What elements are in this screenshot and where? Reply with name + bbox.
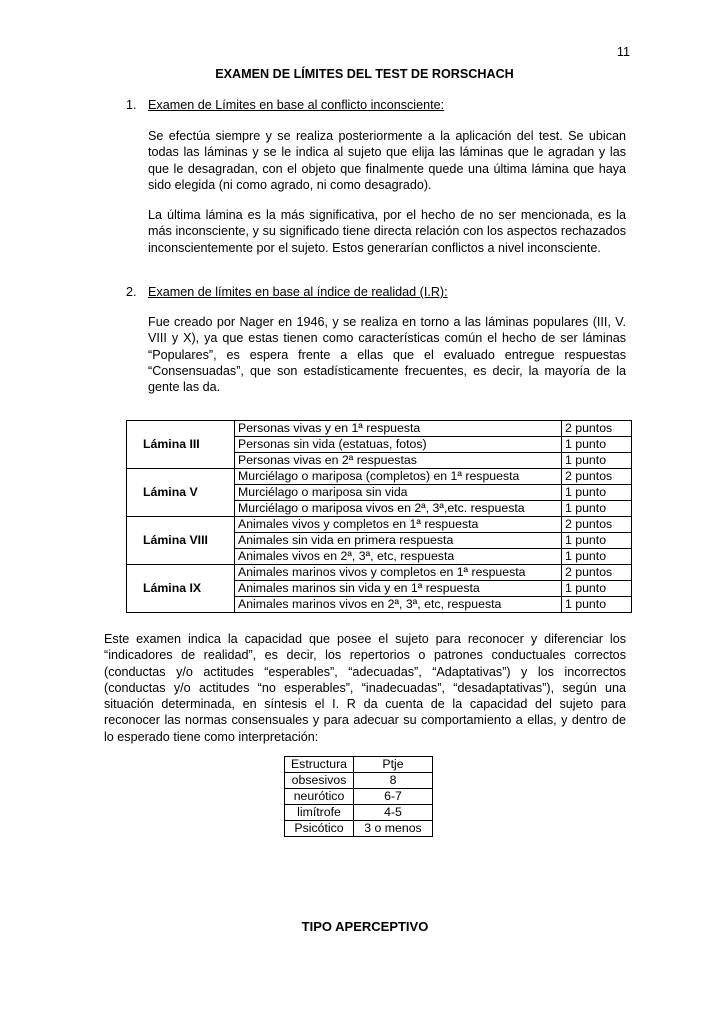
structure-cell: obsesivos	[285, 773, 354, 789]
section-1-number: 1.	[126, 98, 137, 112]
lamina-description: Animales marinos vivos y completos en 1ª respuesta	[235, 565, 562, 581]
page-title: EXAMEN DE LÍMITES DEL TEST DE RORSCHACH	[215, 67, 514, 81]
lamina-points: 2 puntos	[562, 565, 632, 581]
lamina-description: Animales sin vida en primera respuesta	[235, 533, 562, 549]
lamina-points: 2 puntos	[562, 517, 632, 533]
page-number: 11	[616, 45, 630, 59]
section-1-paragraph-2: La última lámina es la más significativa, por el hecho de no ser mencionada, es la más inconsciente, y su significado tiene directa relación con los aspectos rechazados inconscientemente por el sujeto. Estos generarían conflictos a nivel inconsciente.	[148, 208, 626, 255]
lamina-description: Murciélago o mariposa sin vida	[235, 485, 562, 501]
lamina-description: Animales marinos vivos en 2ª, 3ª, etc, respuesta	[235, 597, 562, 613]
table-row	[285, 789, 433, 805]
lamina-points: 2 puntos	[562, 421, 632, 437]
lamina-points: 1 punto	[562, 437, 632, 453]
score-cell: 8	[354, 773, 433, 789]
section-1-paragraph-1: Se efectúa siempre y se realiza posteriormente a la aplicación del test. Se ubican todas las láminas y se le indica al sujeto que elija las láminas que le agradan y las que le desagradan, con el objeto que finalmente quede una última lámina que haya sido elegida (ni como agrado, ni como desagrado).	[148, 129, 626, 192]
lamina-description: Personas sin vida (estatuas, fotos)	[235, 437, 562, 453]
lamina-points: 1 punto	[562, 501, 632, 517]
lamina-points: 1 punto	[562, 549, 632, 565]
lamina-name: Lámina III	[127, 421, 235, 469]
lamina-points: 1 punto	[562, 581, 632, 597]
score-cell: 6-7	[354, 789, 433, 805]
table-header-row	[285, 757, 433, 773]
score-table	[284, 756, 433, 837]
lamina-description: Murciélago o mariposa vivos en 2ª, 3ª,etc. respuesta	[235, 501, 562, 517]
lamina-description: Animales marinos sin vida y en 1ª respuesta	[235, 581, 562, 597]
lamina-points: 2 puntos	[562, 469, 632, 485]
lamina-name: Lámina VIII	[127, 517, 235, 565]
lamina-points: 1 punto	[562, 597, 632, 613]
table-row	[127, 517, 632, 533]
score-cell: 4-5	[354, 805, 433, 821]
lamina-name: Lámina V	[127, 469, 235, 517]
lamina-name: Lámina IX	[127, 565, 235, 613]
section-title: TIPO APERCEPTIVO	[301, 919, 429, 934]
lamina-points: 1 punto	[562, 533, 632, 549]
lamina-points: 1 punto	[562, 485, 632, 501]
structure-cell: limítrofe	[285, 805, 354, 821]
table-row	[285, 821, 433, 837]
section-2-number: 2.	[126, 285, 137, 299]
table-row	[285, 773, 433, 789]
lamina-points: 1 punto	[562, 453, 632, 469]
table-row	[127, 565, 632, 581]
column-header: Ptje	[354, 757, 433, 773]
structure-cell: Psicótico	[285, 821, 354, 837]
lamina-description: Murciélago o mariposa (completos) en 1ª respuesta	[235, 469, 562, 485]
structure-cell: neurótico	[285, 789, 354, 805]
lamina-description: Personas vivas y en 1ª respuesta	[235, 421, 562, 437]
table-row	[285, 805, 433, 821]
score-cell: 3 o menos	[354, 821, 433, 837]
lamina-description: Animales vivos en 2ª, 3ª, etc, respuesta	[235, 549, 562, 565]
section-2-heading: Examen de límites en base al índice de realidad (I.R):	[148, 285, 448, 299]
section-2-paragraph-1: Fue creado por Nager en 1946, y se realiza en torno a las láminas populares (III, V. VIII y X), ya que estas tienen como características común el hecho de ser láminas “Populares”, es espera frente a ellas que el evaluado entregue respuestas “Consensuadas”, que son estadísticamente frecuentes, es decir, la mayoría de la gente las da.	[148, 315, 626, 395]
column-header: Estructura	[285, 757, 354, 773]
table-row	[127, 469, 632, 485]
section-1-heading: Examen de Límites en base al conflicto inconsciente:	[148, 98, 445, 112]
table-row	[127, 421, 632, 437]
lamina-description: Animales vivos y completos en 1ª respuesta	[235, 517, 562, 533]
closing-paragraph: Este examen indica la capacidad que posee el sujeto para reconocer y diferenciar los “indicadores de realidad”, es decir, los repertorios o patrones conductuales correctos (conductas y/o actitudes “esperables”, “adecuadas”, “Adaptativas”) y los incorrectos (conductas y/o actitudes “no esperables”, “inadecuadas”, “desadaptativas”), según una situación determinada, en síntesis el I. R da cuenta de la capacidad del sujeto para reconocer las normas consensuales y para adecuar su comportamiento a ellas, y dentro de lo esperado tiene como interpretación:	[104, 632, 626, 744]
laminas-table	[126, 420, 632, 613]
lamina-description: Personas vivas en 2ª respuestas	[235, 453, 562, 469]
